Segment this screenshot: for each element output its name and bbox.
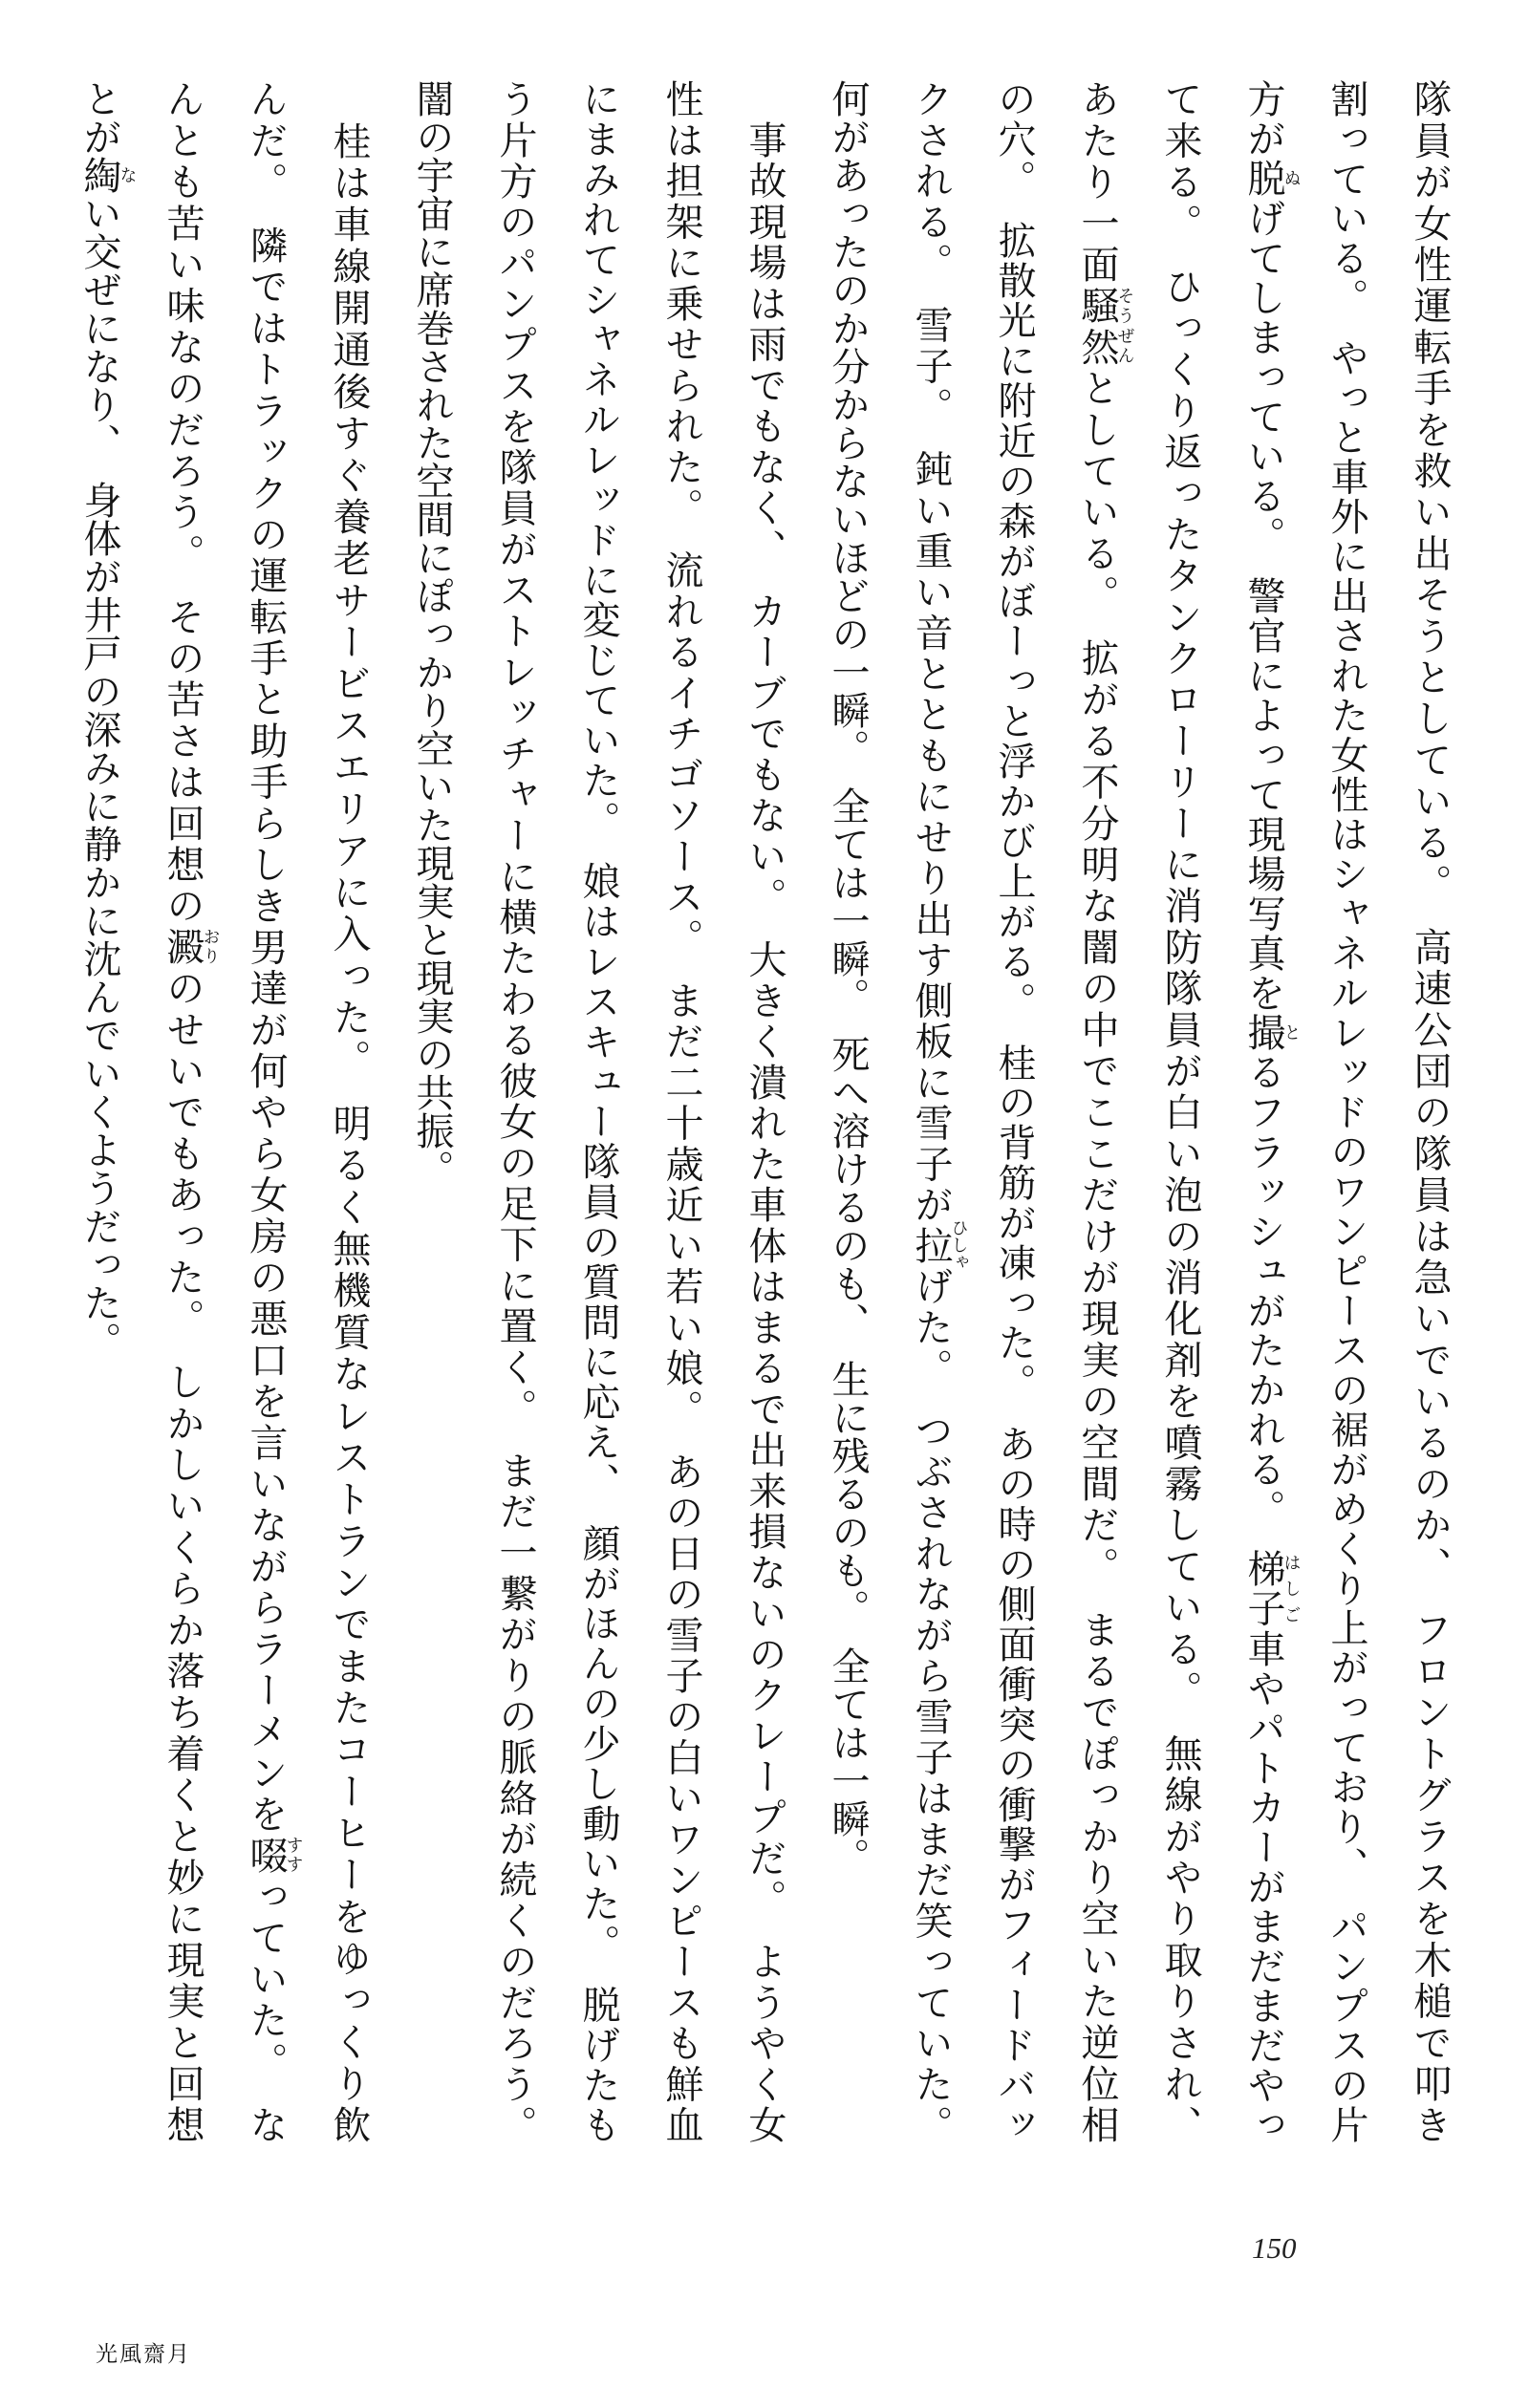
text-column-6: の穴。 拡散光に附近の森がぼーっと浮かび上がる。 桂の背筋が凍った。 あの時の側面衝突の衝撃がフィードバッ (993, 79, 1036, 2144)
text-column-15: んだ。 隣ではトラックの運転手と助手らしき男達が何やら女房の悪口を言いながらラーメンを啜すすっていた。 な (245, 79, 304, 2144)
page-number: 150 (1252, 2231, 1297, 2265)
text-column-5: あたり一面騒然そうぜんとしている。 拡がる不分明な闇の中でここだけが現実の空間だ。 まるでぽっかり空いた逆位相 (1076, 79, 1135, 2144)
text-column-11: にまみれてシャネルレッドに変じていた。 娘はレスキュー隊員の質問に応え、 顔がほんの少し動いた。 脱げたも (577, 79, 620, 2144)
text-column-16: んとも苦い味なのだろう。 その苦さは回想の澱おりのせいでもあった。 しかしいくらか落ち着くと妙に現実と回想 (162, 79, 221, 2144)
text-column-7: クされる。 雪子。 鈍い重い音とともにせり出す側板に雪子が拉ひしゃげた。 つぶされながら雪子はまだ笑っていた。 (910, 79, 969, 2144)
ruby-annotation: 梯子はしご (1242, 1549, 1302, 1629)
text-column-8: 何があったのか分からないほどの一瞬。 全ては一瞬。 死へ溶けるのも、 生に残るのも。 全ては一瞬。 (827, 79, 870, 1876)
ruby-annotation: 澱おり (162, 927, 221, 969)
text-column-12: う片方のパンプスを隊員がストレッチャーに横たわる彼女の足下に置く。 まだ一繋がりの脈絡が続くのだろう。 (494, 79, 537, 2143)
text-column-2: 割っている。 やっと車外に出された女性はシャネルレッドのワンピースの裾がめくり上がっており、 パンプスの片 (1325, 79, 1368, 2143)
ruby-annotation: 脱ぬ (1242, 159, 1302, 199)
text-column-1: 隊員が女性運転手を救い出そうとしている。 高速公団の隊員は急いでいるのか、 フロントグラスを木槌で叩き (1409, 79, 1452, 2143)
ruby-annotation: 綯な (78, 156, 138, 194)
ruby-annotation: 拉ひしゃ (910, 1218, 969, 1271)
ruby-annotation: 啜すす (245, 1835, 304, 1877)
ruby-annotation: 撮と (1242, 1012, 1302, 1053)
text-column-14: 桂は車線開通後すぐ養老サービスエリアに入った。 明るく無機質なレストランでまたコーヒーをゆっくり飲 (328, 79, 371, 2143)
text-column-17: とが綯ない交ぜになり、 身体が井戸の深みに静かに沈んでいくようだった。 (78, 79, 138, 1360)
text-column-10: 性は担架に乗せられた。 流れるイチゴソース。 まだ二十歳近い若い娘。 あの日の雪子の白いワンピースも鮮血 (660, 79, 703, 2144)
running-title: 光風齋月 (96, 2342, 191, 2366)
text-column-9: 事故現場は雨でもなく、 カーブでもない。 大きく潰れた車体はまるで出来損ないのクレープだ。 ようやく女 (743, 79, 786, 2143)
text-block (58, 79, 1472, 2143)
text-column-13: 闇の宇宙に席巻された空間にぽっかり空いた現実と現実の共振。 (411, 79, 454, 1188)
ruby-annotation: 騒然そうぜん (1076, 286, 1135, 369)
text-column-4: て来る。 ひっくり返ったタンクローリーに消防隊員が白い泡の消化剤を噴霧している。 無線がやり取りされ、 (1159, 79, 1202, 2143)
text-column-3: 方が脱ぬげてしまっている。 警官によって現場写真を撮とるフラッシュがたかれる。 梯子はしご車やパトカーがまだまだやっ (1242, 79, 1302, 2144)
